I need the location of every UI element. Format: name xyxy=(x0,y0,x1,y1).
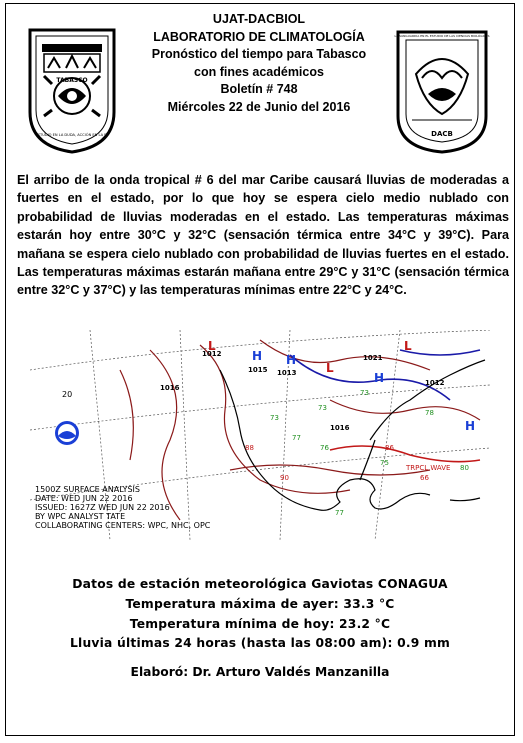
station-temp: 77 xyxy=(335,509,344,517)
emblem-lettering: LA VANGUARDIA EN EL ESTUDIO DE LAS CIENCIAS BIOLÓGICAS xyxy=(394,34,490,38)
map-caption xyxy=(35,485,211,530)
map-caption-line: ISSUED: 1627Z WED JUN 22 2016 xyxy=(35,503,170,512)
tropical-wave-label: TRPCL WAVE xyxy=(406,464,451,472)
station-temp: 78 xyxy=(425,409,434,417)
station-name: Datos de estación meteorológica Gaviotas CONAGUA xyxy=(72,577,448,591)
low-pressure-marker: L xyxy=(326,361,334,375)
max-temperature-yesterday: Temperatura máxima de ayer: 33.3 °C xyxy=(125,596,395,611)
high-pressure-marker: H xyxy=(465,419,476,433)
pressure-label: 1013 xyxy=(277,369,297,377)
surface-analysis-map xyxy=(30,330,490,540)
station-temp: 90 xyxy=(280,474,289,482)
pressure-label: 1012 xyxy=(202,350,222,358)
forecast-paragraph: El arribo de la onda tropical # 6 del mar Caribe causará lluvias de moderadas a fuertes en el estado, por lo que hoy se espera cielo medio nublado con probabilidad de lluvias moderadas en el estado. Las temperaturas máximas estarán hoy entre 30°C y 32°C (sensación térmica entre 34°C y 39°C). Para mañana se espera cielo nublado con probabilidad de lluvias fuertes en el estado. Las temperaturas máximas estarán mañana entre 29°C y 31°C (sensación térmica entre 32°C y 37°C) y las temperaturas mínimas entre 22°C y 24°C. xyxy=(17,173,509,298)
bulletin-title: Pronóstico del tiempo para Tabasco xyxy=(151,47,367,62)
station-temp: 88 xyxy=(245,444,254,452)
noaa-logo-icon xyxy=(55,421,79,445)
bulletin-number: Boletín # 748 xyxy=(220,82,298,97)
map-caption-line: 1500Z SURFACE ANALYSIS xyxy=(35,485,140,494)
high-pressure-marker: H xyxy=(374,371,385,385)
low-pressure-marker: L xyxy=(404,339,412,353)
seal-lettering-bottom: ESTUDIO EN LA DUDA, ACCIÓN EN LA FE xyxy=(35,133,109,137)
isobar-lines xyxy=(120,340,480,520)
station-temp: 86 xyxy=(385,444,394,452)
pressure-label: 1016 xyxy=(330,424,350,432)
station-temp: 73 xyxy=(270,414,279,422)
map-caption-line: DATE: WED JUN 22 2016 xyxy=(35,494,133,503)
seal-lettering-top: TABASCO xyxy=(56,77,88,84)
pressure-label: 1015 xyxy=(248,366,268,374)
high-pressure-marker: H xyxy=(286,353,297,367)
ujat-seal-logo xyxy=(22,24,122,154)
map-caption-line: COLLABORATING CENTERS: WPC, NHC, OPC xyxy=(35,521,211,530)
institution-name: UJAT-DACBIOL xyxy=(212,12,306,26)
high-pressure-marker: H xyxy=(252,349,263,363)
station-temp: 73 xyxy=(360,389,369,397)
bulletin-subtitle: con fines académicos xyxy=(194,64,324,79)
dacb-emblem-logo xyxy=(392,24,492,154)
station-temp: 75 xyxy=(380,459,389,467)
bulletin-header xyxy=(128,11,390,117)
author-credit: Elaboró: Dr. Arturo Valdés Manzanilla xyxy=(130,665,390,679)
min-temperature-today: Temperatura mínima de hoy: 23.2 °C xyxy=(129,616,391,631)
low-pressure-marker: L xyxy=(208,339,216,353)
station-temp: 76 xyxy=(320,444,329,452)
station-temp: 77 xyxy=(292,434,301,442)
bulletin-date: Miércoles 22 de Junio del 2016 xyxy=(167,99,351,114)
pressure-label: 1021 xyxy=(363,354,383,362)
map-latitude-label: 20 xyxy=(62,390,73,399)
station-temp: 66 xyxy=(420,474,429,482)
station-data-block xyxy=(20,575,500,654)
station-temp: 73 xyxy=(318,404,327,412)
emblem-lettering-bottom: DACB xyxy=(431,130,453,138)
map-caption-line: BY WPC ANALYST TATE xyxy=(35,512,126,521)
rainfall-24h: Lluvia últimas 24 horas (hasta las 08:00 am): 0.9 mm xyxy=(70,636,450,651)
lab-name: LABORATORIO DE CLIMATOLOGÍA xyxy=(153,29,365,44)
pressure-label: 1016 xyxy=(160,384,180,392)
pressure-label: 1012 xyxy=(425,379,445,387)
station-temp: 80 xyxy=(460,464,469,472)
